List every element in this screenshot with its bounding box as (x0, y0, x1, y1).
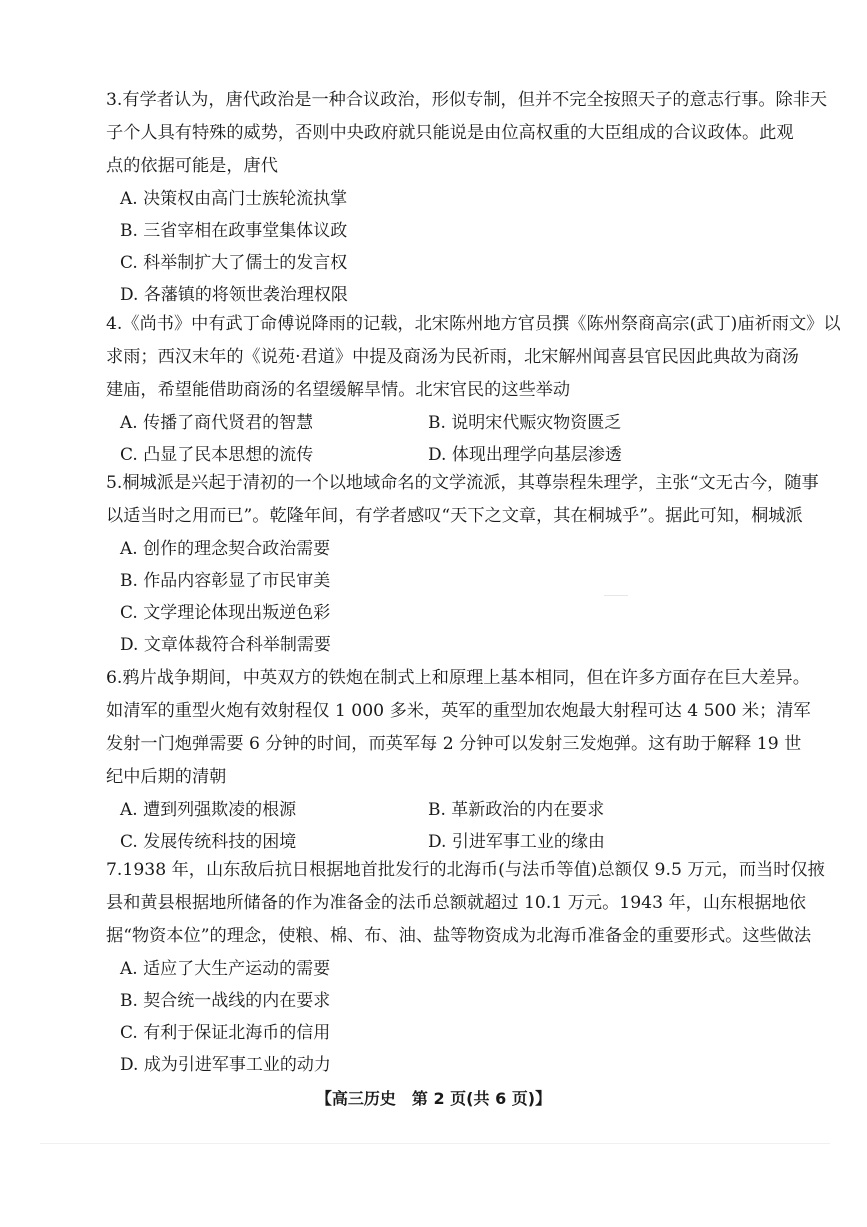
option-b: B. 三省宰相在政事堂集体议政 (120, 221, 348, 241)
option-a: A. 遭到列强欺凌的根源 (120, 800, 297, 820)
answer-options (106, 533, 786, 661)
option-d: D. 各藩镇的将领世袭治理权限 (120, 285, 348, 305)
question-stem-line: 5.桐城派是兴起于清初的一个以地域命名的文学流派，其尊崇程朱理学，主张“文无古今，随事 (106, 473, 819, 493)
answer-options (106, 183, 786, 311)
page-footer: 【高三历史 第 2 页(共 6 页)】 (315, 1089, 552, 1108)
question-stem-line: 3.有学者认为，唐代政治是一种合议政治，形似专制，但并不完全按照天子的意志行事。除非天 (106, 90, 828, 110)
question-stem-line: 7.1938 年，山东敌后抗日根据地首批发行的北海币(与法币等值)总额仅 9.5 万元，而当时仅掖 (106, 860, 825, 880)
question-stem-line: 发射一门炮弹需要 6 分钟的时间，而英军每 2 分钟可以发射三发炮弹。这有助于解释 19 世 (106, 734, 802, 754)
option-b: B. 作品内容彰显了市民审美 (120, 571, 331, 591)
question-stem-line: 4.《尚书》中有武丁命傅说降雨的记载，北宋陈州地方官员撰《陈州祭商高宗(武丁)庙祈雨文》以 (106, 314, 841, 334)
option-b: B. 契合统一战线的内在要求 (120, 991, 331, 1011)
answer-options (106, 794, 786, 858)
answer-options (106, 953, 786, 1081)
option-a: A. 决策权由高门士族轮流执掌 (120, 189, 348, 209)
option-d: D. 文章体裁符合科举制需要 (120, 635, 331, 655)
option-b: B. 说明宋代赈灾物资匮乏 (428, 413, 622, 433)
question-stem-line: 县和黄县根据地所储备的作为准备金的法币总额就超过 10.1 万元。1943 年，山东根据地依 (106, 893, 806, 913)
option-c: C. 文学理论体现出叛逆色彩 (120, 603, 331, 623)
scan-mark (604, 595, 628, 596)
option-c: C. 发展传统科技的困境 (120, 832, 297, 852)
question-stem-line: 6.鸦片战争期间，中英双方的铁炮在制式上和原理上基本相同，但在许多方面存在巨大差异。 (106, 668, 810, 688)
option-d: D. 引进军事工业的缘由 (428, 832, 605, 852)
question-stem-line: 以适当时之用而已”。乾隆年间，有学者感叹“天下之文章，其在桐城乎”。据此可知，桐城派 (106, 506, 803, 526)
question-stem-line: 求雨；西汉末年的《说苑·君道》中提及商汤为民祈雨，北宋解州闻喜县官民因此典故为商汤 (106, 347, 799, 367)
question-7 (106, 854, 825, 1081)
question-stem-line: 如清军的重型火炮有效射程仅 1 000 多米，英军的重型加农炮最大射程可达 4 500 米；清军 (106, 701, 811, 721)
question-stem-line: 据“物资本位”的理念，使粮、棉、布、油、盐等物资成为北海币准备金的重要形式。这些做法 (106, 926, 812, 946)
option-b: B. 革新政治的内在要求 (428, 800, 605, 820)
question-3 (106, 84, 828, 311)
option-a: A. 传播了商代贤君的智慧 (120, 413, 314, 433)
question-stem-line: 子个人具有特殊的威势，否则中央政府就只能说是由位高权重的大臣组成的合议政体。此观 (106, 123, 794, 143)
question-4 (106, 308, 841, 471)
question-6 (106, 662, 811, 858)
option-a: A. 适应了大生产运动的需要 (120, 959, 331, 979)
option-c: C. 科举制扩大了儒士的发言权 (120, 253, 348, 273)
option-c: C. 有利于保证北海币的信用 (120, 1023, 331, 1043)
option-d: D. 成为引进军事工业的动力 (120, 1055, 331, 1075)
question-stem-line: 建庙，希望能借助商汤的名望缓解旱情。北宋官民的这些举动 (106, 380, 571, 400)
answer-options (106, 407, 786, 471)
option-d: D. 体现出理学向基层渗透 (428, 445, 622, 465)
question-5 (106, 467, 819, 661)
option-a: A. 创作的理念契合政治需要 (120, 539, 331, 559)
scan-mark (40, 1143, 830, 1144)
question-stem-line: 纪中后期的清朝 (106, 767, 227, 787)
question-stem-line: 点的依据可能是，唐代 (106, 156, 278, 176)
option-c: C. 凸显了民本思想的流传 (120, 445, 314, 465)
